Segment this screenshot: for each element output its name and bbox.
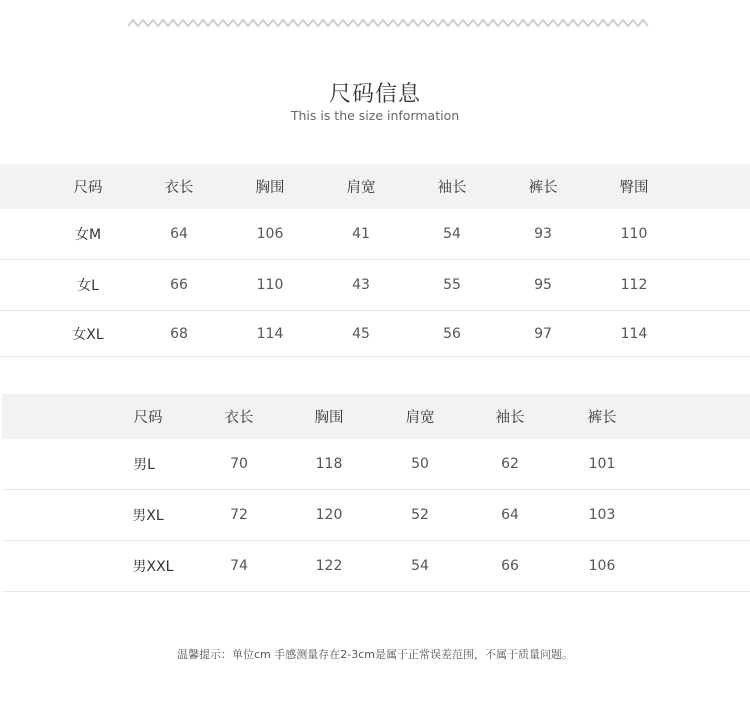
- column-header-hip: 臀围: [619, 180, 649, 196]
- column-header-shoulder: 肩宽: [346, 180, 376, 196]
- table-row: [2, 490, 750, 541]
- column-header-pants-length: 裤长: [587, 410, 617, 426]
- size-label: 女M: [74, 227, 102, 243]
- table-row: [2, 439, 750, 490]
- table-cell: 103: [588, 507, 616, 523]
- column-header-size: 尺码: [73, 180, 103, 196]
- table-cell: 55: [443, 277, 461, 293]
- table-cell: 72: [230, 507, 248, 523]
- column-header-length: 衣长: [164, 180, 194, 196]
- table-cell: 56: [443, 325, 461, 342]
- table-cell: 68: [170, 325, 188, 342]
- table-cell: 114: [256, 325, 284, 342]
- column-header-pants-length: 裤长: [528, 180, 558, 196]
- table-cell: 122: [315, 558, 343, 574]
- size-label: 女XL: [72, 326, 104, 343]
- table-row: [0, 209, 750, 260]
- table-cell: 106: [588, 558, 616, 574]
- table-cell: 54: [411, 558, 429, 574]
- table-cell: 70: [230, 456, 248, 472]
- table-cell: 97: [534, 325, 552, 342]
- column-header-length: 衣长: [224, 410, 254, 426]
- column-header-size: 尺码: [133, 410, 163, 426]
- table-cell: 45: [352, 325, 370, 342]
- column-header-sleeve: 袖长: [437, 180, 467, 196]
- table-cell: 66: [170, 277, 188, 293]
- page-subtitle: This is the size information: [290, 108, 460, 123]
- table-cell: 114: [620, 325, 648, 342]
- table-cell: 43: [352, 277, 370, 293]
- women-size-table: [0, 164, 750, 357]
- table-cell: 110: [620, 226, 648, 242]
- table-cell: 64: [170, 226, 188, 242]
- table-header-row: [2, 394, 750, 439]
- table-cell: 54: [443, 226, 461, 242]
- column-header-chest: 胸围: [314, 410, 344, 426]
- size-label: 男XXL: [132, 559, 174, 575]
- table-cell: 41: [352, 226, 370, 242]
- men-size-table: [2, 394, 750, 592]
- size-label: 男XL: [132, 508, 164, 524]
- table-cell: 93: [534, 226, 552, 242]
- table-cell: 106: [256, 226, 284, 242]
- table-cell: 118: [315, 456, 343, 472]
- table-cell: 66: [501, 558, 519, 574]
- table-cell: 112: [620, 277, 648, 293]
- table-row: [0, 311, 750, 357]
- page-title: 尺码信息: [328, 82, 421, 107]
- column-header-chest: 胸围: [255, 180, 285, 196]
- table-row: [2, 541, 750, 592]
- table-row: [0, 260, 750, 311]
- table-cell: 101: [588, 456, 616, 472]
- size-label: 女L: [77, 278, 99, 294]
- table-cell: 52: [411, 507, 429, 523]
- zigzag-divider: [128, 16, 652, 30]
- column-header-shoulder: 肩宽: [405, 410, 435, 426]
- measurement-note: 温馨提示：单位cm 手感测量存在2-3cm是属于正常误差范围，不属于质量问题。: [177, 648, 573, 661]
- table-header-row: [0, 164, 750, 209]
- table-cell: 74: [230, 558, 248, 574]
- table-cell: 95: [534, 277, 552, 293]
- table-cell: 120: [315, 507, 343, 523]
- table-cell: 110: [256, 277, 284, 293]
- table-cell: 64: [501, 507, 519, 523]
- table-cell: 62: [501, 456, 519, 472]
- size-label: 男L: [133, 457, 155, 473]
- column-header-sleeve: 袖长: [495, 410, 525, 426]
- table-cell: 50: [411, 456, 429, 472]
